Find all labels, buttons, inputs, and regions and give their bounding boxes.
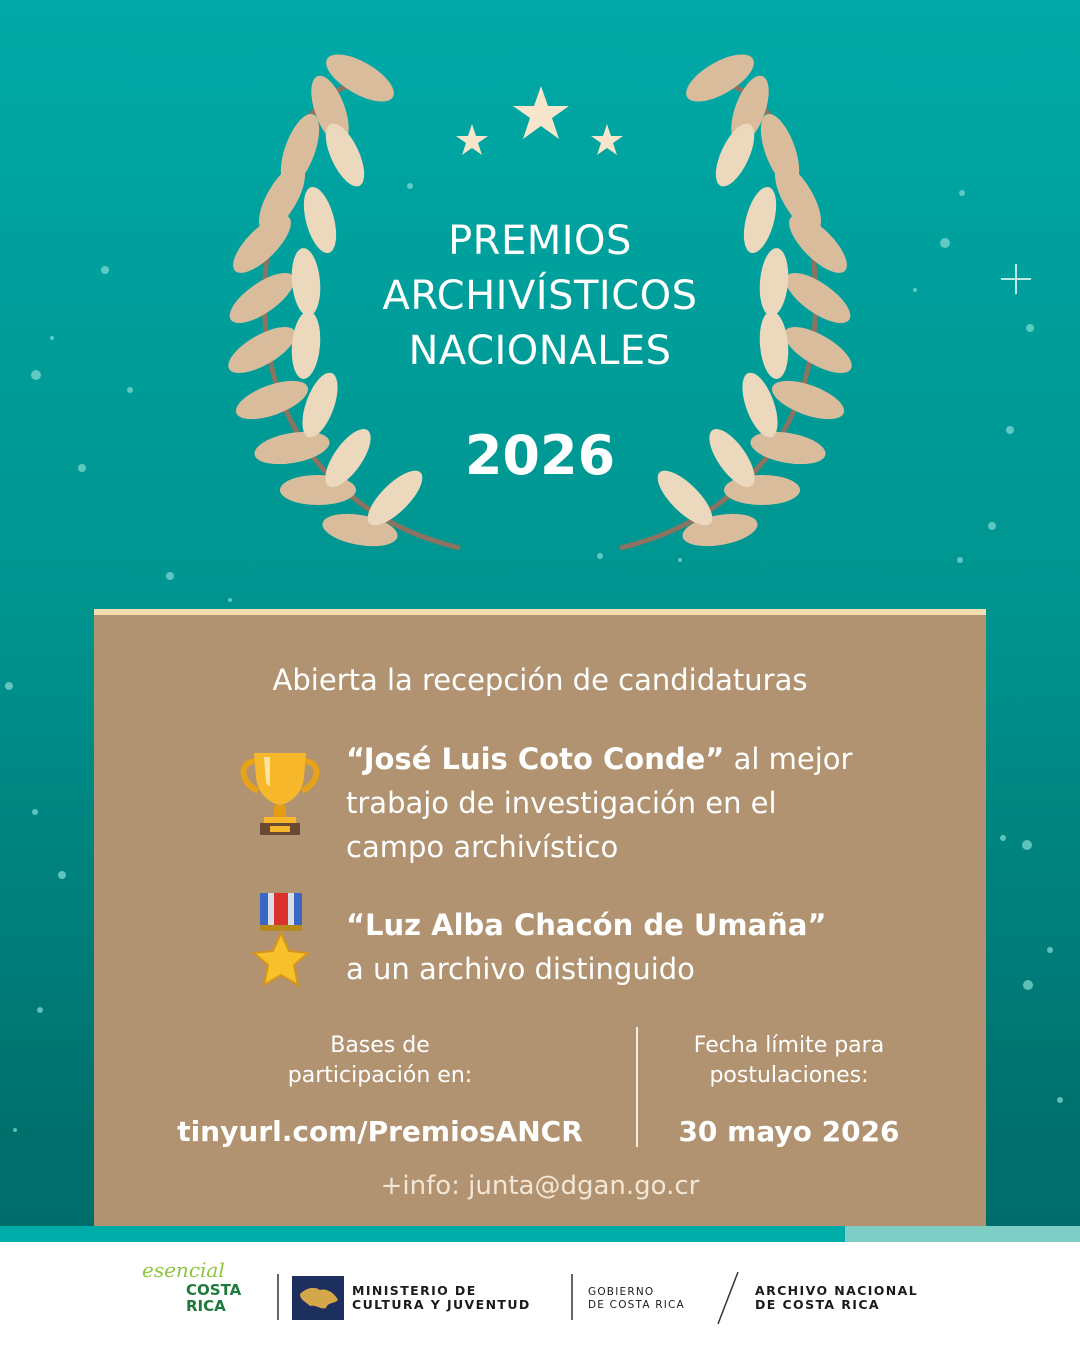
esencial-rica: RICA [186, 1297, 226, 1315]
archivo-label [755, 1284, 918, 1312]
archivo-line-1: ARCHIVO NACIONAL [755, 1283, 919, 1298]
esencial-logo-costa-rica [186, 1282, 241, 1314]
divider-3 [718, 1272, 738, 1324]
deadline-label-2: postulaciones: [709, 1063, 869, 1088]
footer-stripe-teal [0, 1226, 845, 1242]
deadline-column [654, 1031, 924, 1148]
gobierno-line-1: GOBIERNO [588, 1286, 655, 1298]
footer-logos [0, 1242, 1080, 1350]
bases-label-1: Bases de [330, 1033, 430, 1058]
medal-icon [246, 893, 316, 989]
costa-rica-map-icon [292, 1276, 344, 1320]
title-line-2: ARCHIVÍSTICOS [382, 273, 698, 319]
esencial-costa: COSTA [186, 1281, 242, 1299]
gobierno-label [588, 1286, 685, 1312]
title-line-1: PREMIOS [448, 218, 632, 264]
ministerio-line-1: MINISTERIO DE [352, 1283, 477, 1298]
archivo-line-2: DE COSTA RICA [755, 1297, 880, 1312]
intro-text: Abierta la recepción de candidaturas [272, 663, 808, 697]
award-1-name: “José Luis Coto Conde” [346, 742, 725, 776]
contact-info[interactable]: +info: junta@dgan.go.cr [380, 1171, 700, 1201]
award-chacon-umana [346, 903, 906, 991]
stars-icon [456, 86, 623, 155]
award-2-name: “Luz Alba Chacón de Umaña” [346, 908, 827, 942]
award-1-line3: campo archivístico [346, 830, 619, 864]
sparkle-star-icon [1001, 264, 1031, 294]
deadline-label-1: Fecha límite para [693, 1033, 885, 1058]
esencial-logo-script: esencial [142, 1258, 225, 1282]
title-line-3: NACIONALES [408, 328, 672, 374]
footer-stripe-light [845, 1226, 1080, 1242]
trophy-icon [234, 747, 326, 839]
award-2-line2: a un archivo distinguido [346, 952, 695, 986]
year: 2026 [464, 424, 616, 487]
bases-link[interactable]: tinyurl.com/PremiosANCR [177, 1115, 583, 1148]
deadline-date: 30 mayo 2026 [678, 1115, 900, 1148]
gobierno-line-2: DE COSTA RICA [588, 1299, 685, 1311]
bases-label-2: participación en: [287, 1063, 473, 1088]
column-divider [636, 1027, 638, 1147]
award-coto-conde [346, 737, 906, 869]
award-1-line2: trabajo de investigación en el [346, 786, 777, 820]
award-1-line1-rest: al mejor [724, 742, 853, 776]
ministerio-label [352, 1284, 531, 1312]
info-panel [94, 609, 986, 1229]
bases-column [150, 1031, 610, 1148]
ministerio-line-2: CULTURA Y JUVENTUD [352, 1297, 531, 1312]
